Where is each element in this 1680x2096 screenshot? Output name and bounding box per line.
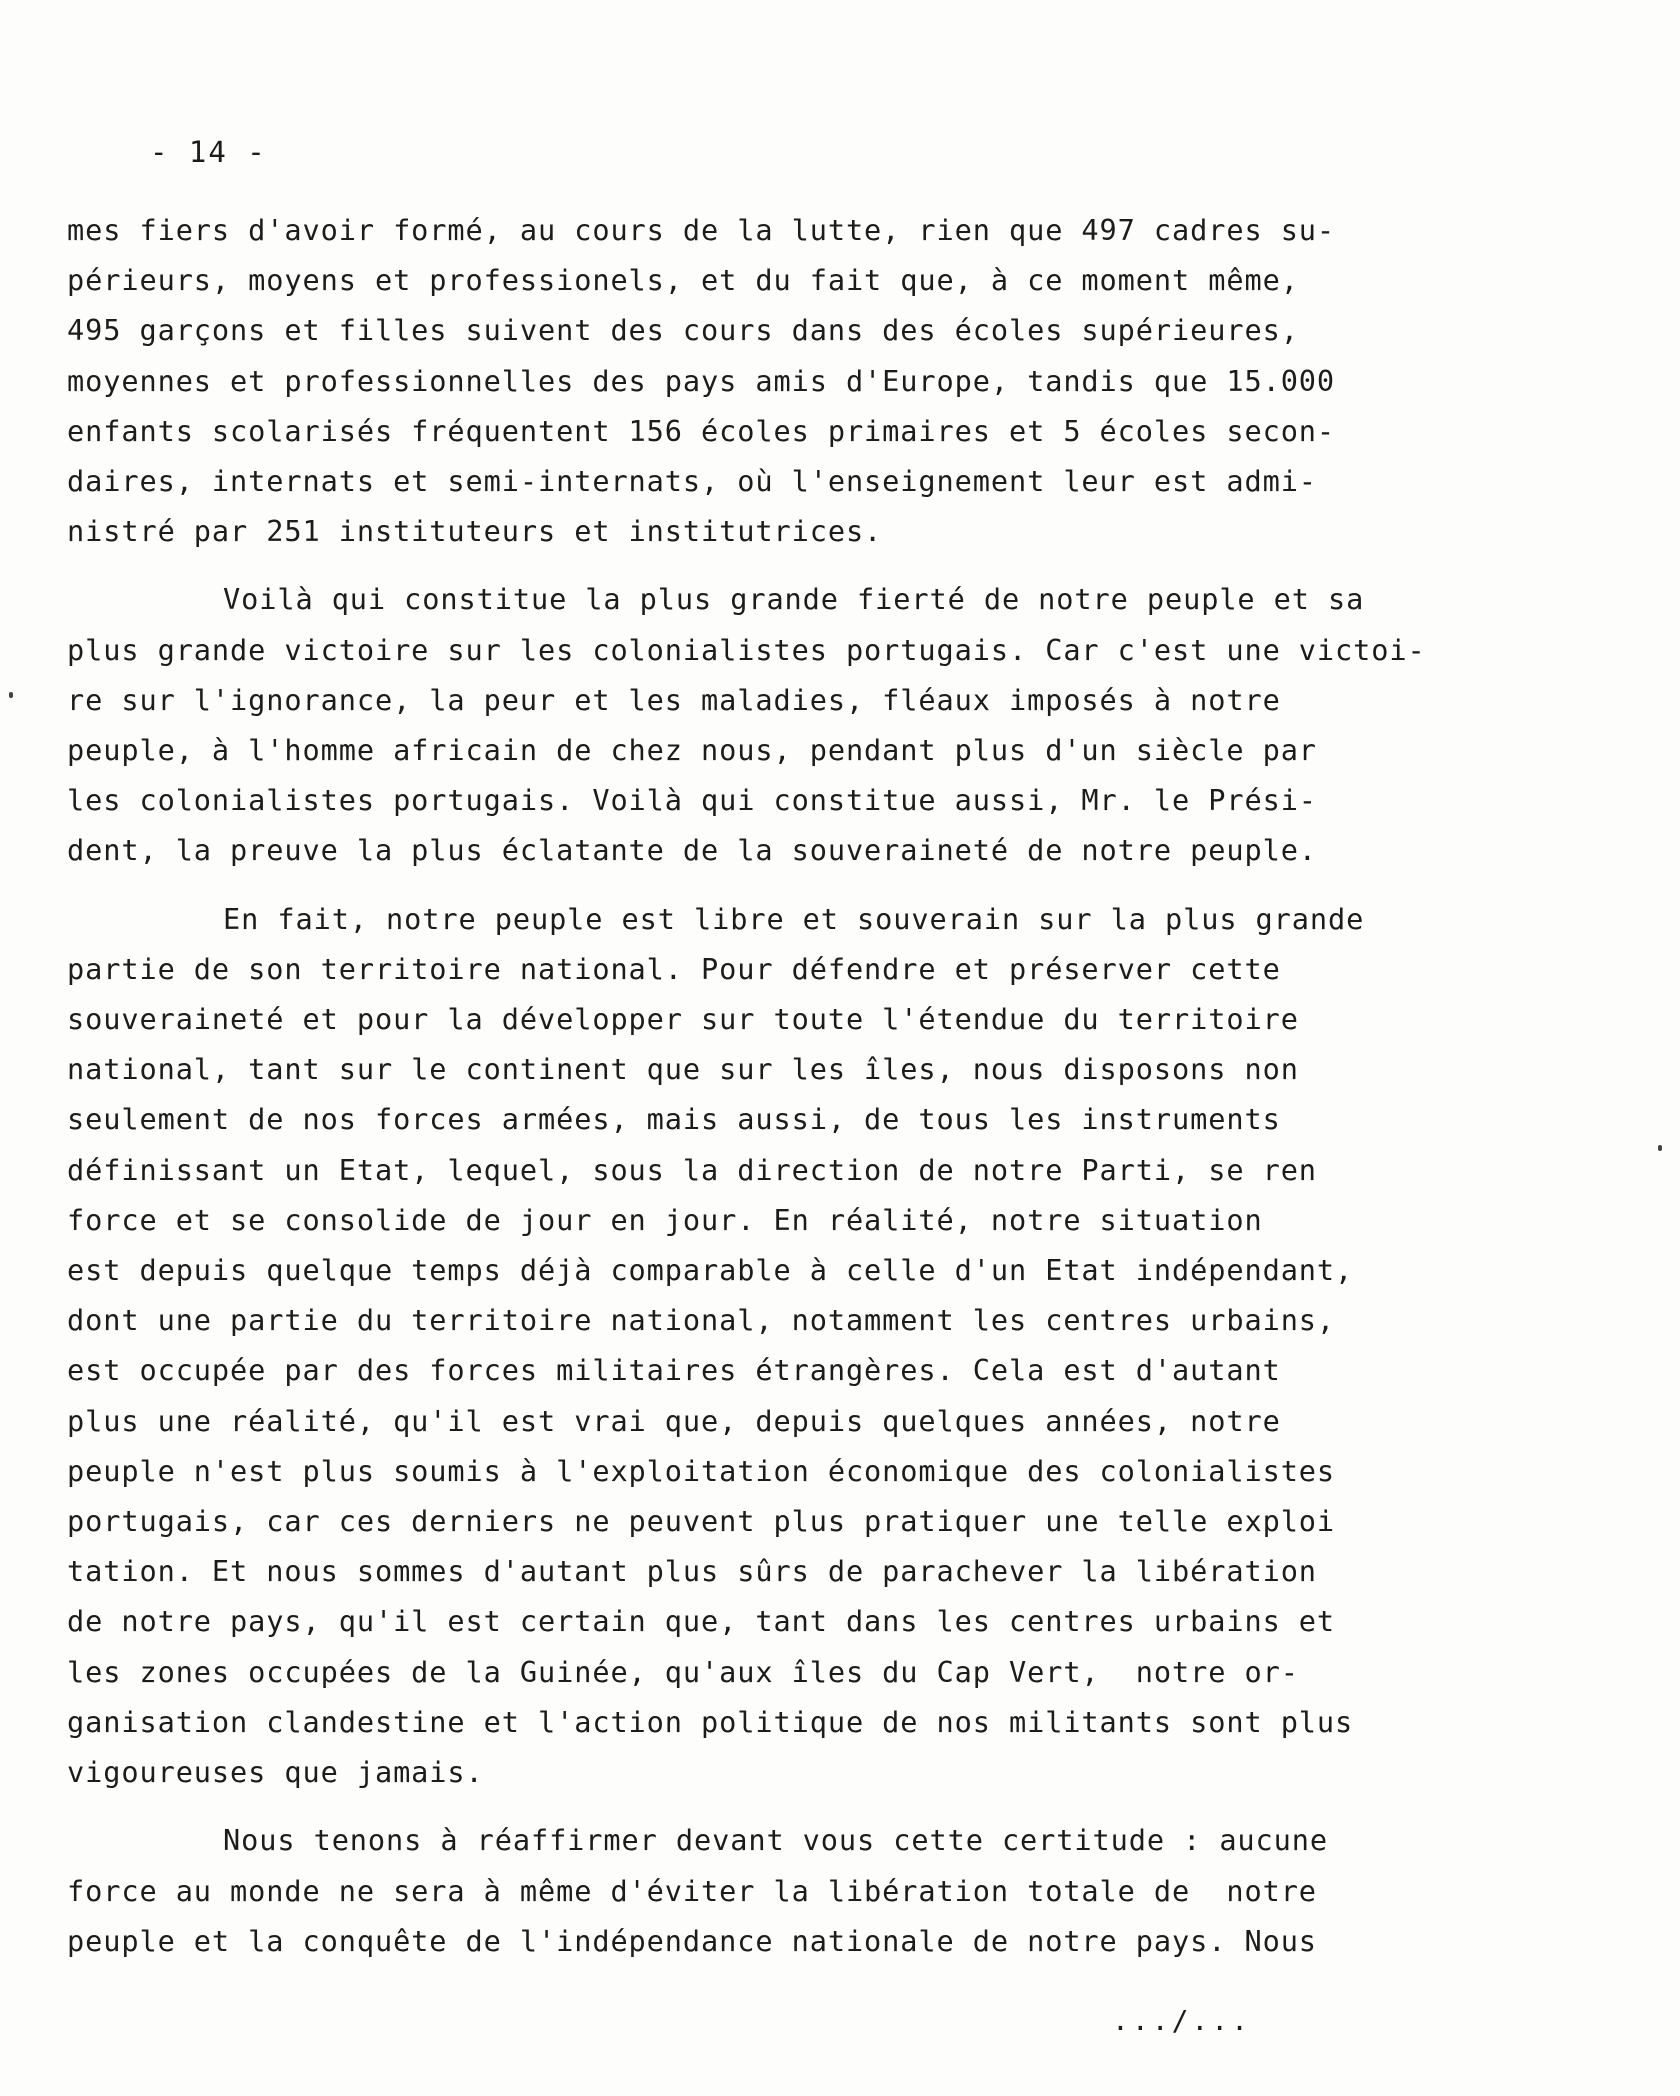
text-line: ganisation clandestine et l'action politique de nos militants sont plus: [67, 1704, 1354, 1739]
text-line: peuple n'est plus soumis à l'exploitation économique des colonialistes: [67, 1453, 1336, 1488]
text-line: vigoureuses que jamais.: [67, 1755, 484, 1790]
text-line: enfants scolarisés fréquentent 156 écoles primaires et 5 écoles secon-: [67, 413, 1336, 448]
text-line: dent, la preuve la plus éclatante de la souveraineté de notre peuple.: [67, 833, 1317, 868]
text-line: seulement de nos forces armées, mais aussi, de tous les instruments: [67, 1102, 1281, 1137]
paragraph-2: [67, 574, 1467, 875]
text-line: plus une réalité, qu'il est vrai que, depuis quelques années, notre: [67, 1403, 1281, 1438]
page-number: - 14 -: [150, 135, 267, 169]
text-line: force au monde ne sera à même d'éviter la libération totale de notre: [67, 1873, 1317, 1908]
text-line: définissant un Etat, lequel, sous la direction de notre Parti, se ren: [67, 1152, 1317, 1187]
text-line: peuple et la conquête de l'indépendance nationale de notre pays. Nous: [67, 1923, 1317, 1958]
text-line: les colonialistes portugais. Voilà qui constitue aussi, Mr. le Prési-: [67, 783, 1317, 818]
text-line: tation. Et nous sommes d'autant plus sûrs de parachever la libération: [67, 1554, 1317, 1589]
text-line: dont une partie du territoire national, notamment les centres urbains,: [67, 1303, 1336, 1338]
text-line: mes fiers d'avoir formé, au cours de la lutte, rien que 497 cadres su-: [67, 213, 1336, 247]
text-line: partie de son territoire national. Pour défendre et préserver cette: [67, 951, 1281, 986]
text-line: national, tant sur le continent que sur les îles, nous disposons non: [67, 1052, 1299, 1087]
text-line: En fait, notre peuple est libre et souverain sur la plus grande: [223, 901, 1365, 936]
text-line: portugais, car ces derniers ne peuvent plus pratiquer une telle exploi: [67, 1504, 1336, 1539]
text-line: re sur l'ignorance, la peur et les maladies, fléaux imposés à notre: [67, 682, 1281, 717]
text-line: peuple, à l'homme africain de chez nous, pendant plus d'un siècle par: [67, 733, 1317, 768]
text-line: est occupée par des forces militaires étrangères. Cela est d'autant: [67, 1353, 1281, 1388]
paragraph-1: [67, 205, 1467, 556]
text-line: force et se consolide de jour en jour. En réalité, notre situation: [67, 1202, 1263, 1237]
paragraph-4: [67, 1815, 1467, 1966]
text-line: 495 garçons et filles suivent des cours dans des écoles supérieures,: [67, 313, 1299, 348]
paragraph-3: [67, 894, 1467, 1798]
text-line: nistré par 251 instituteurs et institutrices.: [67, 514, 883, 549]
body-text: [67, 205, 1467, 1984]
text-line: souveraineté et pour la développer sur toute l'étendue du territoire: [67, 1002, 1299, 1037]
text-line: est depuis quelque temps déjà comparable à celle d'un Etat indépendant,: [67, 1253, 1354, 1288]
text-line: Nous tenons à réaffirmer devant vous cette certitude : aucune: [223, 1823, 1329, 1858]
text-line: de notre pays, qu'il est certain que, tant dans les centres urbains et: [67, 1604, 1336, 1639]
text-line: périeurs, moyens et professionels, et du fait que, à ce moment même,: [67, 263, 1299, 298]
text-line: daires, internats et semi-internats, où l'enseignement leur est admi-: [67, 464, 1317, 499]
text-line: plus grande victoire sur les colonialistes portugais. Car c'est une victoi-: [67, 632, 1426, 667]
text-line: Voilà qui constitue la plus grande fierté de notre peuple et sa: [223, 582, 1365, 617]
text-line: moyennes et professionnelles des pays amis d'Europe, tandis que 15.000: [67, 363, 1336, 398]
text-line: les zones occupées de la Guinée, qu'aux îles du Cap Vert, notre or-: [67, 1654, 1299, 1689]
margin-speck: [9, 692, 13, 698]
continuation-marker: .../...: [1112, 2004, 1252, 2037]
margin-speck: [1658, 1145, 1662, 1151]
